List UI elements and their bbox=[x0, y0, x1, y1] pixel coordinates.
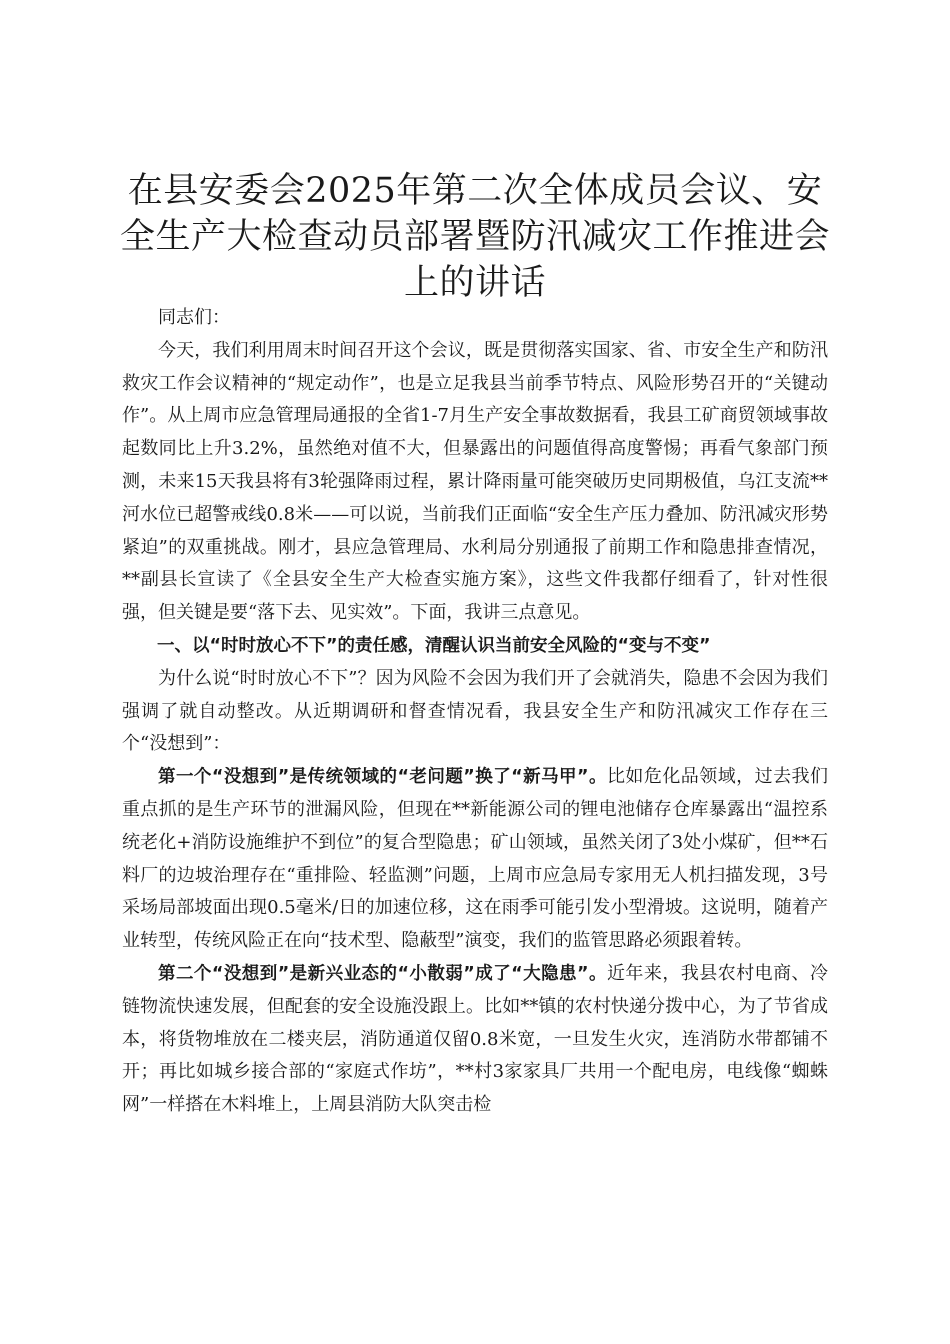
section-1-heading: 一、以“时时放心不下”的责任感，清醒认识当前安全风险的“变与不变” bbox=[157, 635, 711, 656]
salutation: 同志们： bbox=[158, 307, 230, 328]
document-body bbox=[122, 302, 828, 1122]
point-1-lead: 第一个“没想到”是传统领域的“老问题”换了“新马甲”。 bbox=[158, 767, 607, 788]
section-1-intro-paragraph: 为什么说“时时放心不下”？因为风险不会因为我们开了会就消失，隐患不会因为我们强调了就自动整改。从近期调研和督查情况看，我县安全生产和防汛减灾工作存在三个“没想到”： bbox=[122, 667, 828, 755]
document-title: 在县安委会2025年第二次全体成员会议、安全生产大检查动员部署暨防汛减灾工作推进会上的讲话 bbox=[119, 171, 830, 303]
point-1-paragraph bbox=[122, 761, 828, 958]
point-2-lead: 第二个“没想到”是新兴业态的“小散弱”成了“大隐患”。 bbox=[158, 963, 607, 984]
point-2-paragraph bbox=[122, 958, 828, 1122]
point-1-text: 比如危化品领域，过去我们重点抓的是生产环节的泄漏风险，但现在**新能源公司的锂电池储存仓库暴露出“温控系统老化+消防设施维护不到位”的复合型隐患；矿山领域，虽然关闭了3处小煤矿，但**石料厂的边坡治理存在“重排险、轻监测”问题，上周市应急局专家用无人机扫描发现，3号采场局部坡面出现0.5毫米/日的加速位移，这在雨季可能引发小型滑坡。这说明，随着产业转型，传统风险正在向“技术型、隐蔽型”演变，我们的监管思路必须跟着转。 bbox=[122, 766, 828, 952]
point-2-text: 近年来，我县农村电商、冷链物流快速发展，但配套的安全设施没跟上。比如**镇的农村快递分拨中心，为了节省成本，将货物堆放在二楼夹层，消防通道仅留0.8米宽，一旦发生火灾，连消防水带都铺不开；再比如城乡接合部的“家庭式作坊”，**村3家家具厂共用一个配电房，电线像“蜘蛛网”一样搭在木料堆上，上周县消防大队突击检 bbox=[122, 962, 828, 1116]
intro-paragraph: 今天，我们利用周末时间召开这个会议，既是贯彻落实国家、省、市安全生产和防汛救灾工作会议精神的“规定动作”，也是立足我县当前季节特点、风险形势召开的“关键动作”。从上周市应急管理局通报的全省1-7月生产安全事故数据看，我县工矿商贸领域事故起数同比上升3.2%，虽然绝对值不大，但暴露出的问题值得高度警惕；再看气象部门预测，未来15天我县将有3轮强降雨过程，累计降雨量可能突破历史同期极值，乌江支流**河水位已超警戒线0.8米——可以说，当前我们正面临“安全生产压力叠加、防汛减灾形势紧迫”的双重挑战。刚才，县应急管理局、水利局分别通报了前期工作和隐患排查情况，**副县长宣读了《全县安全生产大检查实施方案》，这些文件我都仔细看了，针对性很强，但关键是要“落下去、见实效”。下面，我讲三点意见。 bbox=[122, 339, 828, 624]
